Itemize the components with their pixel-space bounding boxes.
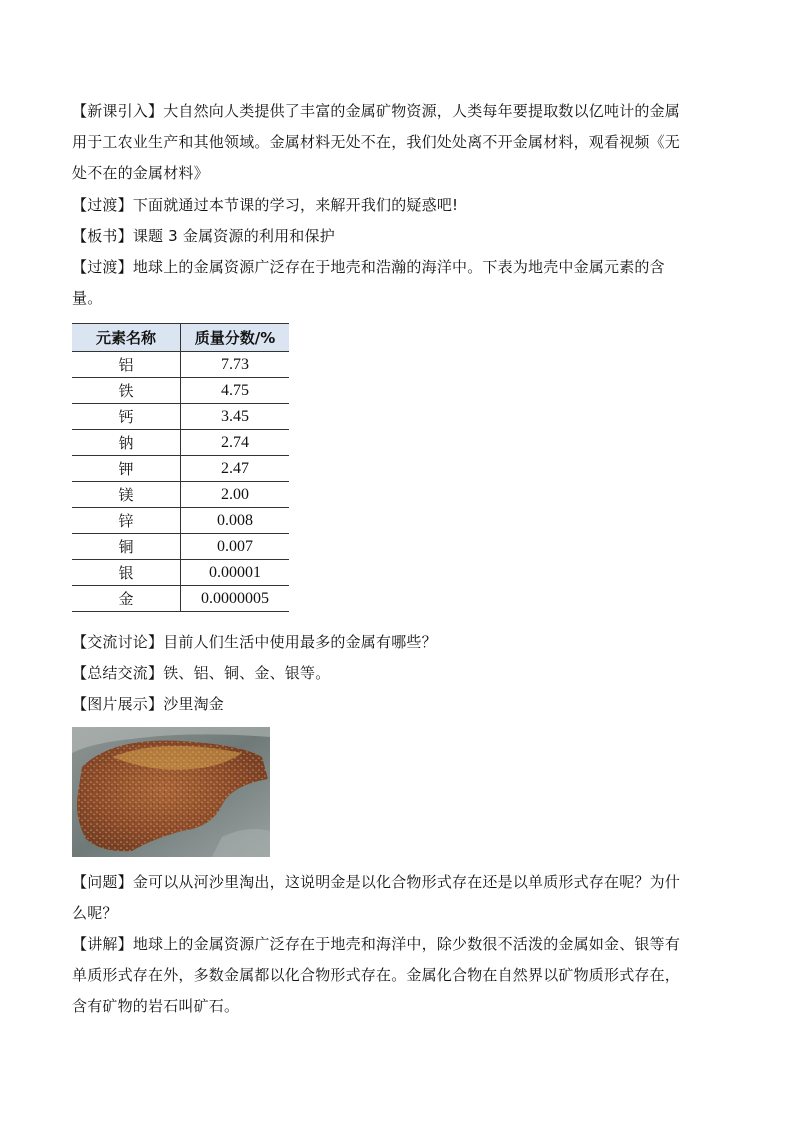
section-tag: 【总结交流】 bbox=[72, 664, 164, 682]
paragraph-question bbox=[72, 867, 724, 929]
paragraph-text: 含有矿物的岩石叫矿石。 bbox=[72, 997, 240, 1015]
paragraph-text: 大自然向人类提供了丰富的金属矿物资源，人类每年要提取数以亿吨计的金属 bbox=[163, 102, 681, 120]
element-name: 铁 bbox=[72, 378, 181, 404]
paragraph-text: 铁、铝、铜、金、银等。 bbox=[163, 664, 331, 682]
paragraph-discussion bbox=[72, 627, 724, 658]
table-row bbox=[72, 482, 289, 508]
mass-fraction: 0.008 bbox=[181, 508, 290, 534]
mass-fraction: 2.47 bbox=[181, 456, 290, 482]
paragraph-text: 沙里淘金 bbox=[163, 695, 225, 713]
paragraph-summary bbox=[72, 658, 724, 689]
paragraph-text: 地球上的金属资源广泛存在于地壳和海洋中，除少数很不活泼的金属如金、银等有 bbox=[132, 935, 681, 953]
element-name: 铝 bbox=[72, 352, 181, 378]
element-name: 钠 bbox=[72, 430, 181, 456]
section-tag: 【讲解】 bbox=[72, 935, 133, 953]
paragraph-text: 么呢？ bbox=[72, 904, 118, 922]
table-row bbox=[72, 456, 289, 482]
sand-gold-image bbox=[72, 727, 270, 857]
section-tag: 【问题】 bbox=[72, 873, 133, 891]
paragraph-text: 金可以从河沙里淘出，这说明金是以化合物形式存在还是以单质形式存在呢？为什 bbox=[132, 873, 681, 891]
table-row bbox=[72, 508, 289, 534]
paragraph-intro bbox=[72, 96, 724, 189]
table-row bbox=[72, 560, 289, 586]
mass-fraction: 0.007 bbox=[181, 534, 290, 560]
table-header-row bbox=[72, 324, 289, 352]
paragraph-text: 单质形式存在外，多数金属都以化合物形式存在。金属化合物在自然界以矿物质形式存在， bbox=[72, 966, 681, 984]
element-name: 银 bbox=[72, 560, 181, 586]
paragraph-text: 课题 3 金属资源的利用和保护 bbox=[132, 227, 335, 245]
paragraph-explanation bbox=[72, 929, 724, 1022]
paragraph-text: 下面就通过本节课的学习，来解开我们的疑惑吧! bbox=[132, 196, 459, 214]
paragraph-text: 目前人们生活中使用最多的金属有哪些？ bbox=[163, 633, 437, 651]
element-name: 钾 bbox=[72, 456, 181, 482]
paragraph-board bbox=[72, 221, 724, 252]
mass-fraction: 0.0000005 bbox=[181, 586, 290, 612]
paragraph-text: 用于工农业生产和其他领域。金属材料无处不在，我们处处离不开金属材料，观看视频《无 bbox=[72, 133, 681, 151]
table-row bbox=[72, 534, 289, 560]
element-name: 铜 bbox=[72, 534, 181, 560]
paragraph-text: 处不在的金属材料》 bbox=[72, 164, 209, 182]
section-tag: 【新课引入】 bbox=[72, 102, 164, 120]
paragraph-text: 地球上的金属资源广泛存在于地壳和浩瀚的海洋中。下表为地壳中金属元素的含 bbox=[132, 258, 665, 276]
mass-fraction: 2.00 bbox=[181, 482, 290, 508]
mass-fraction: 4.75 bbox=[181, 378, 290, 404]
table-row bbox=[72, 586, 289, 612]
section-tag: 【图片展示】 bbox=[72, 695, 164, 713]
section-tag: 【过渡】 bbox=[72, 196, 133, 214]
section-tag: 【板书】 bbox=[72, 227, 133, 245]
mass-fraction: 7.73 bbox=[181, 352, 290, 378]
table-row bbox=[72, 430, 289, 456]
table-row bbox=[72, 378, 289, 404]
paragraph-text: 量。 bbox=[72, 289, 103, 307]
element-name: 金 bbox=[72, 586, 181, 612]
table-row bbox=[72, 352, 289, 378]
column-header-mass-fraction: 质量分数/% bbox=[181, 324, 290, 352]
paragraph-transition-1 bbox=[72, 190, 724, 221]
mass-fraction: 2.74 bbox=[181, 430, 290, 456]
table-row bbox=[72, 404, 289, 430]
mass-fraction: 3.45 bbox=[181, 404, 290, 430]
metal-content-table bbox=[72, 323, 289, 612]
gold-panning-photo bbox=[72, 727, 270, 857]
element-name: 钙 bbox=[72, 404, 181, 430]
element-name: 镁 bbox=[72, 482, 181, 508]
column-header-element: 元素名称 bbox=[72, 324, 181, 352]
paragraph-transition-2 bbox=[72, 252, 724, 314]
paragraph-picture-display bbox=[72, 689, 724, 720]
mass-fraction: 0.00001 bbox=[181, 560, 290, 586]
section-tag: 【过渡】 bbox=[72, 258, 133, 276]
section-tag: 【交流讨论】 bbox=[72, 633, 164, 651]
element-name: 锌 bbox=[72, 508, 181, 534]
